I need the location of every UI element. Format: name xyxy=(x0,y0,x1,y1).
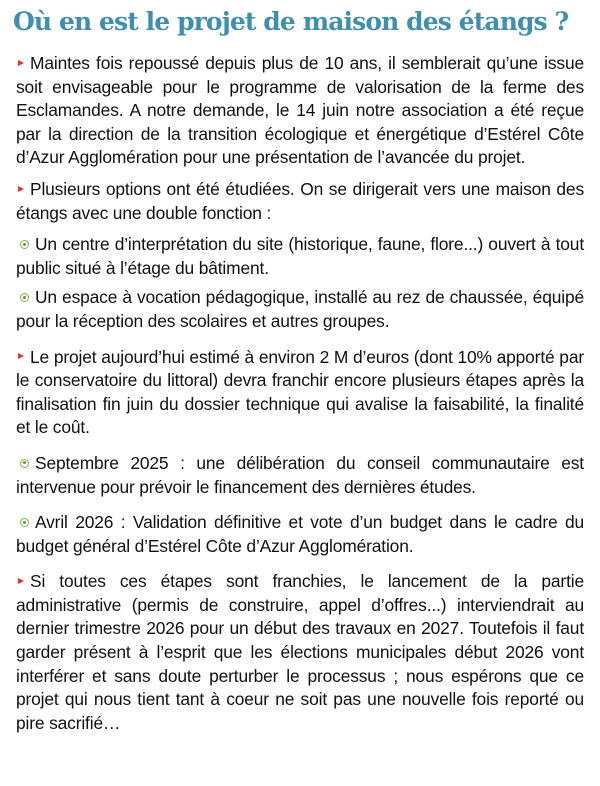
list-item-pedagogical-space xyxy=(16,286,584,333)
page-title: Où en est le projet de maison des étangs ? xyxy=(13,7,569,36)
list-item-text: Avril 2026 : Validation définitive et vote d’un budget dans le cadre du budget général d’Estérel Côte d’Azur Agglomération. xyxy=(16,512,584,556)
list-item-text: Un centre d’interprétation du site (historique, faune, flore...) ouvert à tout public situé à l’étage du bâtiment. xyxy=(16,234,584,278)
paragraph-text: Maintes fois repoussé depuis plus de 10 ans, il semblerait qu’une issue soit envisageable pour le programme de valorisation de la ferme des Esclamandes. A notre demande, le 14 juin notre association a été reçue par la direction de la transition écologique et énergétique d’Estérel Côte d’Azur Agglomération pour une présentation de l’avancée du projet. xyxy=(16,53,584,168)
list-item-text: Septembre 2025 : une délibération du conseil communautaire est intervenue pour prévoir le financement des dernières études. xyxy=(16,452,584,497)
red-triangle-bullet-icon xyxy=(18,186,24,192)
paragraph-text: Le projet aujourd’hui estimé à environ 2 M d’euros (dont 10% apporté par le conservatoire du littoral) devra franchir encore plusieurs étapes après la finalisation fin juin du dossier technique qui avalise la faisabilité, la finalité et le coût. xyxy=(16,346,584,438)
green-circle-bullet-icon xyxy=(20,240,29,249)
list-item-april-2026 xyxy=(16,511,584,558)
paragraph-text: Si toutes ces étapes sont franchies, le lancement de la partie administrative (permis de construire, appel d’offres...) interviendrait au dernier trimestre 2026 pour un début des travaux en 2027. Toutefois il faut garder présent à l’esprit que les élections municipales début 2026 vont interférer et sans doute perturber le processus ; nous espérons que ce projet qui nous tient tant à coeur ne soit pas une nouvelle fois reporté ou pire sacrifié… xyxy=(16,571,584,733)
red-triangle-bullet-icon xyxy=(18,60,24,66)
paragraph-budget xyxy=(16,346,584,440)
paragraph-text: Plusieurs options ont été étudiées. On se dirigerait vers une maison des étangs avec une double fonction : xyxy=(16,178,584,223)
list-item-interpretation-centre xyxy=(16,233,584,280)
paragraph-history xyxy=(16,52,584,170)
list-item-september-2025 xyxy=(16,452,584,499)
list-item-text: Un espace à vocation pédagogique, installé au rez de chaussée, équipé pour la réception des scolaires et autres groupes. xyxy=(16,287,584,331)
red-triangle-bullet-icon xyxy=(18,578,24,584)
paragraph-options xyxy=(16,178,584,225)
paragraph-timeline xyxy=(16,570,584,735)
red-triangle-bullet-icon xyxy=(18,353,24,359)
green-circle-bullet-icon xyxy=(20,459,29,468)
green-circle-bullet-icon xyxy=(20,293,29,302)
green-circle-bullet-icon xyxy=(20,518,29,527)
article-body xyxy=(16,52,584,743)
